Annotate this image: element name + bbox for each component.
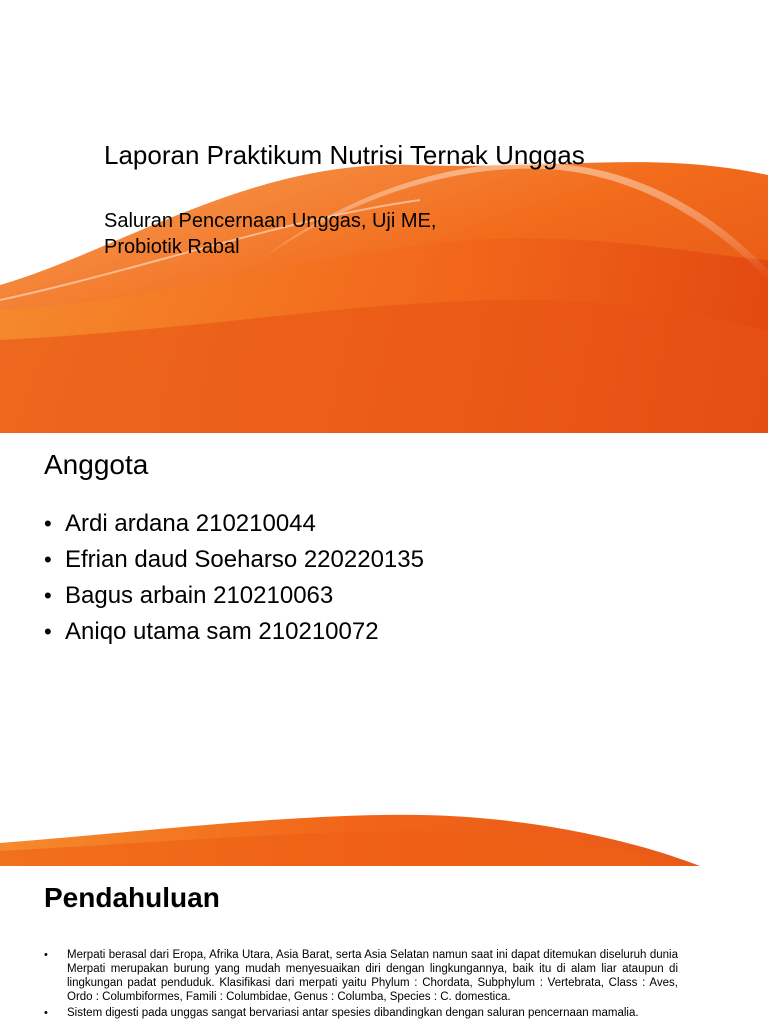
members-slide bbox=[0, 433, 768, 866]
members-heading: Anggota bbox=[44, 449, 149, 480]
title-slide bbox=[0, 0, 768, 433]
orange-footer-wave bbox=[0, 803, 768, 866]
list-item bbox=[44, 1006, 678, 1020]
list-item bbox=[44, 581, 424, 617]
member-name: Ardi ardana 210210044 bbox=[65, 510, 316, 537]
paragraph-list bbox=[44, 948, 678, 1022]
introduction-slide bbox=[0, 866, 768, 1024]
bullet-icon: • bbox=[44, 547, 52, 572]
list-item bbox=[44, 948, 678, 1004]
paragraph-text: Merpati berasal dari Eropa, Afrika Utara, Asia Barat, serta Asia Selatan namun saat ini dapat ditemukan diseluruh dunia Merpati merupakan burung yang mudah menyesuaikan diri dengan lingkungannya, baik itu di alam liar ataupun di lingkungan padat penduduk. Klasifikasi dari merpati yaitu Phylum : Chordata, Subphylum : Vertebrata, Class : Aves, Ordo : Columbiformes, Famili : Columbidae, Genus : Columba, Species : C. domestica. bbox=[67, 949, 678, 1003]
list-item bbox=[44, 617, 424, 653]
presentation-subtitle bbox=[104, 208, 436, 260]
member-name: Efrian daud Soeharso 220220135 bbox=[65, 546, 424, 573]
introduction-heading: Pendahuluan bbox=[44, 882, 220, 913]
presentation-title: Laporan Praktikum Nutrisi Ternak Unggas bbox=[104, 140, 585, 170]
members-list bbox=[44, 509, 424, 653]
list-item bbox=[44, 509, 424, 545]
bullet-icon: • bbox=[44, 583, 52, 608]
bullet-icon: • bbox=[44, 511, 52, 536]
paragraph-text: Sistem digesti pada unggas sangat bervariasi antar spesies dibandingkan dengan saluran pencernaan mamalia. bbox=[67, 1007, 639, 1019]
bullet-icon: • bbox=[44, 619, 52, 644]
subtitle-line-2: Probiotik Rabal bbox=[104, 236, 240, 258]
list-item bbox=[44, 545, 424, 581]
bullet-icon: • bbox=[44, 949, 48, 961]
member-name: Bagus arbain 210210063 bbox=[65, 582, 334, 609]
subtitle-line-1: Saluran Pencernaan Unggas, Uji ME, bbox=[104, 210, 437, 232]
bullet-icon: • bbox=[44, 1007, 48, 1019]
member-name: Aniqo utama sam 210210072 bbox=[65, 618, 379, 645]
